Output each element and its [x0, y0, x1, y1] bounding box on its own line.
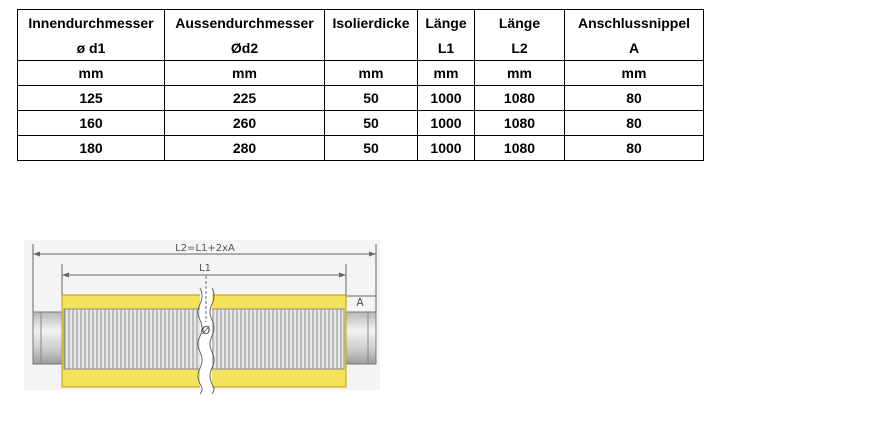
- total-length-label: L2=L1+2xA: [175, 243, 235, 254]
- unit-cell: mm: [475, 61, 565, 86]
- table-cell: 1000: [418, 86, 475, 111]
- unit-cell: mm: [418, 61, 475, 86]
- table-cell: 1080: [475, 111, 565, 136]
- table-row: [18, 86, 704, 111]
- table-cell: 1080: [475, 136, 565, 161]
- unit-cell: mm: [325, 61, 418, 86]
- table-row: [18, 136, 704, 161]
- table-cell: 50: [325, 86, 418, 111]
- table-cell: 1000: [418, 136, 475, 161]
- table-row: [18, 111, 704, 136]
- header-cell: L2: [475, 35, 565, 61]
- header-cell: Anschlussnippel: [565, 10, 704, 36]
- header-cell: Länge: [475, 10, 565, 36]
- table-cell: 280: [165, 136, 325, 161]
- units-row: [18, 61, 704, 86]
- unit-cell: mm: [165, 61, 325, 86]
- header-cell: Isolierdicke: [325, 10, 418, 36]
- header-cell: ø d1: [18, 35, 165, 61]
- header-row-1: [18, 10, 704, 36]
- l1-label: L1: [199, 263, 211, 274]
- header-cell: [325, 35, 418, 61]
- table-cell: 80: [565, 136, 704, 161]
- spec-table: [17, 9, 704, 161]
- table-cell: 80: [565, 111, 704, 136]
- right-nipple: [346, 312, 376, 364]
- table-cell: 260: [165, 111, 325, 136]
- unit-cell: mm: [18, 61, 165, 86]
- header-row-2: [18, 35, 704, 61]
- header-cell: Innendurchmesser: [18, 10, 165, 36]
- table-cell: 80: [565, 86, 704, 111]
- table-cell: 225: [165, 86, 325, 111]
- pipe-diagram: [20, 236, 390, 398]
- table-cell: 1080: [475, 86, 565, 111]
- header-cell: A: [565, 35, 704, 61]
- table-cell: 125: [18, 86, 165, 111]
- table-cell: 50: [325, 111, 418, 136]
- unit-cell: mm: [565, 61, 704, 86]
- nipple-length-label: A: [356, 296, 364, 309]
- header-cell: Ød2: [165, 35, 325, 61]
- header-cell: L1: [418, 35, 475, 61]
- table-cell: 180: [18, 136, 165, 161]
- header-cell: Aussendurchmesser: [165, 10, 325, 36]
- table-cell: 160: [18, 111, 165, 136]
- left-nipple: [33, 312, 63, 364]
- diameter-label: Ø: [201, 324, 211, 337]
- table-cell: 50: [325, 136, 418, 161]
- table-cell: 1000: [418, 111, 475, 136]
- header-cell: Länge: [418, 10, 475, 36]
